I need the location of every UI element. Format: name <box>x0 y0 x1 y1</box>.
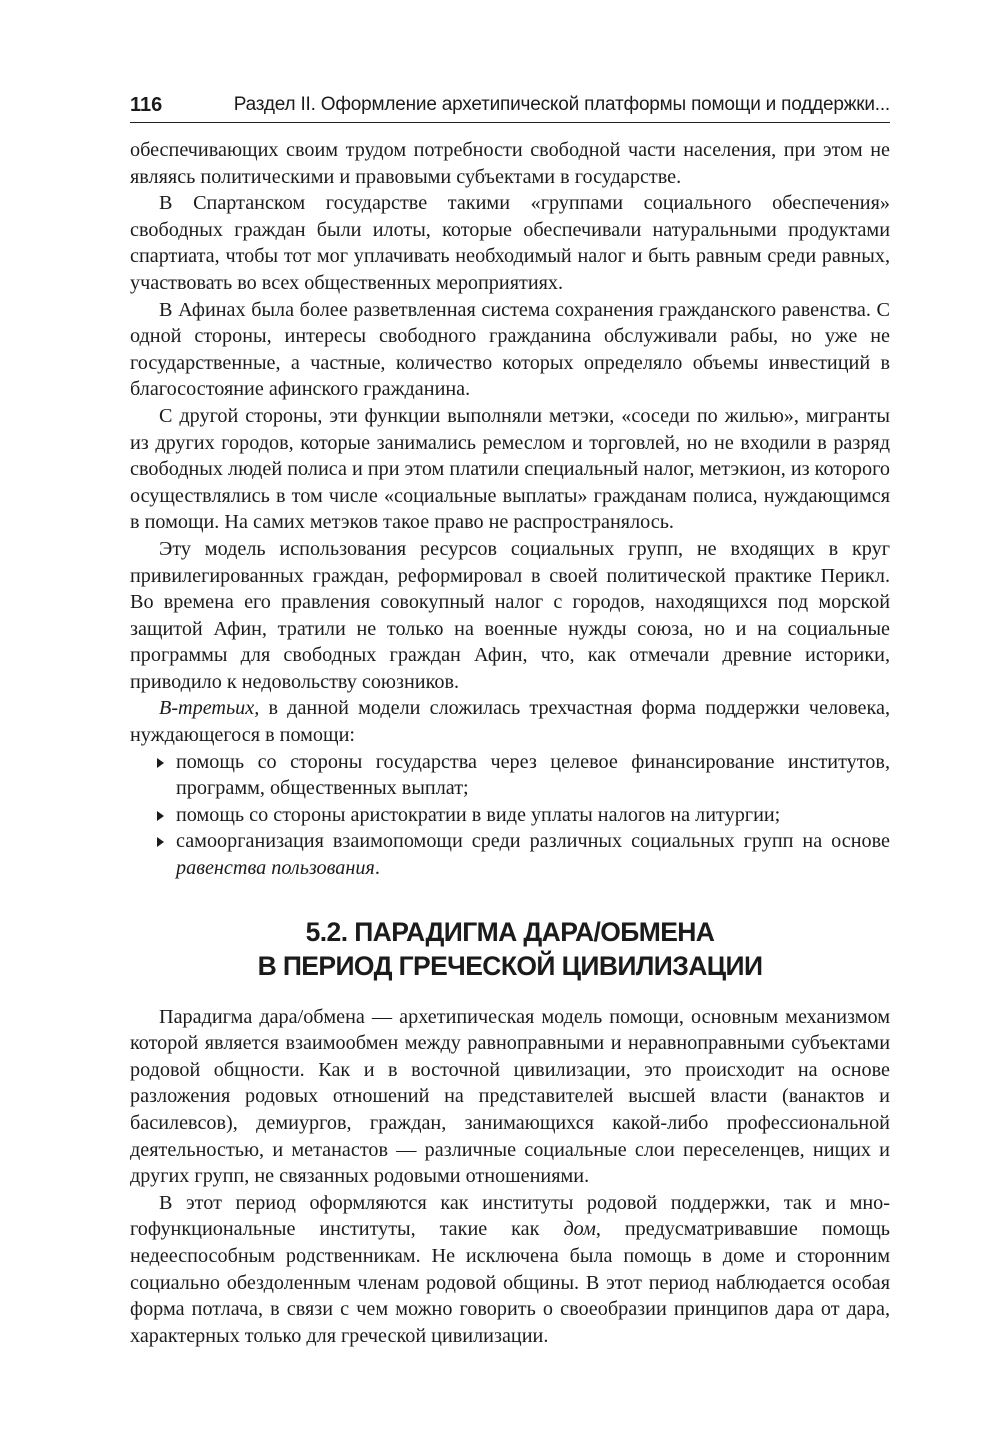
paragraph-thirdly <box>130 695 890 748</box>
paragraph-institutions-end: , предусматривавшие помощь недееспособным родственникам. Не исключена была помощь в доме и сторонним социально обездоленным членам родовой общины. В этот период наблюдается особая форма потлача, в связи с чем можно говорить о своеобразии принципов дара от дара, характерных только для греческой цивилизации. <box>130 1218 890 1347</box>
list-item-end: . <box>374 857 380 880</box>
paragraph-gift-exchange: Парадигма дара/обмена — архетипическая модель помощи, основным механизмом которой является взаимообмен между равноправными и неравноправными субъектами родовой общности. Как и в восточной цивилизации, это происходит на основе разложения родовых отношений на представителей высшей власти (ванактов и басилевсов), демиургов, граждан, занимающихся какой-либо профессиональной деятельностью, и метанастов — различные социальные слои переселенцев, нищих и других групп, не связанных родовыми отношениями. <box>130 1005 890 1188</box>
paragraph-athens: В Афинах была более разветвленная система сохранения гражданского равенства. С одной стороны, интересы свободного гражданина обслуживали рабы, но уже не государственные, а частные, количество которых определяло объемы инвестиций в благосостояние афинского гражданина. <box>130 298 890 401</box>
paragraph-pericles: Эту модель использования ресурсов социальных групп, не входящих в круг привилегированных граждан, реформировал в своей политической практике Перикл. Во времена его правления совокупный налог с городов, находящихся под морской защитой Афин, тратили не только на военные нужды союза, но и на социальные программы для свободных граждан Афин, что, как отмечали древние историки, приводило к недовольству союзников. <box>130 537 890 693</box>
paragraph-continuation: обеспечивающих своим трудом потребности свободной части населения, при этом не являясь политическими и правовыми субъектами в государстве. <box>130 139 890 188</box>
body-text <box>130 137 890 1349</box>
list-item-text: помощь со стороны государства через целевое финансирование институтов, программ, общественных выплат; <box>176 750 890 800</box>
page-number: 116 <box>130 94 163 116</box>
section-title <box>130 915 890 983</box>
list-item-text: помощь со стороны аристократии в виде уплаты налогов на литургии; <box>176 803 781 826</box>
paragraph-institutions-start: В этот период оформляются как институты родовой поддержки, так и многофункциональные институты, такие как <box>130 1191 890 1241</box>
list-item <box>176 802 890 829</box>
list-item-text: самоорганизация взаимопомощи среди различных социальных групп на основе <box>176 830 890 853</box>
paragraph-institutions <box>130 1190 890 1350</box>
running-head: Раздел II. Оформление архетипической платформы помощи и поддержки... <box>233 94 890 115</box>
emphasis-equality: равенства пользования <box>176 857 375 880</box>
triangle-bullet-icon <box>157 837 164 847</box>
triangle-bullet-icon <box>157 811 164 821</box>
paragraph-sparta: В Спартанском государстве такими «группами социального обеспечения» свободных граждан были илоты, которые обеспечивали натуральными продуктами спартиата, чтобы тот мог уплачивать необходимый налог и быть равным среди равных, участвовать во всех общественных мероприятиях. <box>130 192 890 294</box>
emphasis-house: дом <box>563 1218 596 1241</box>
support-forms-list <box>130 749 890 882</box>
section-title-line1: 5.2. ПАРАДИГМА ДАРА/ОБМЕНА <box>305 916 715 947</box>
list-item <box>176 828 890 881</box>
paragraph-metics: С другой стороны, эти функции выполняли метэки, «соседи по жилью», мигранты из других городов, которые занимались ремеслом и торговлей, но не входили в разряд свободных людей полиса и при этом платили специальный налог, метэкион, из которого осуществлялись в том числе «социальные выплаты» гражданам полиса, нуждающимся в помощи. На самих метэков такое право не распространялось. <box>130 404 890 534</box>
emphasis-thirdly: В-третьих, <box>159 697 260 720</box>
paragraph-thirdly-text: в данной модели сложилась трехчастная форма поддержки человека, нуждающегося в помощи: <box>130 697 890 747</box>
triangle-bullet-icon <box>157 758 164 768</box>
list-item <box>176 749 890 802</box>
page-header <box>130 92 890 123</box>
section-title-line2: В ПЕРИОД ГРЕЧЕСКОЙ ЦИВИЛИЗАЦИИ <box>257 950 763 981</box>
